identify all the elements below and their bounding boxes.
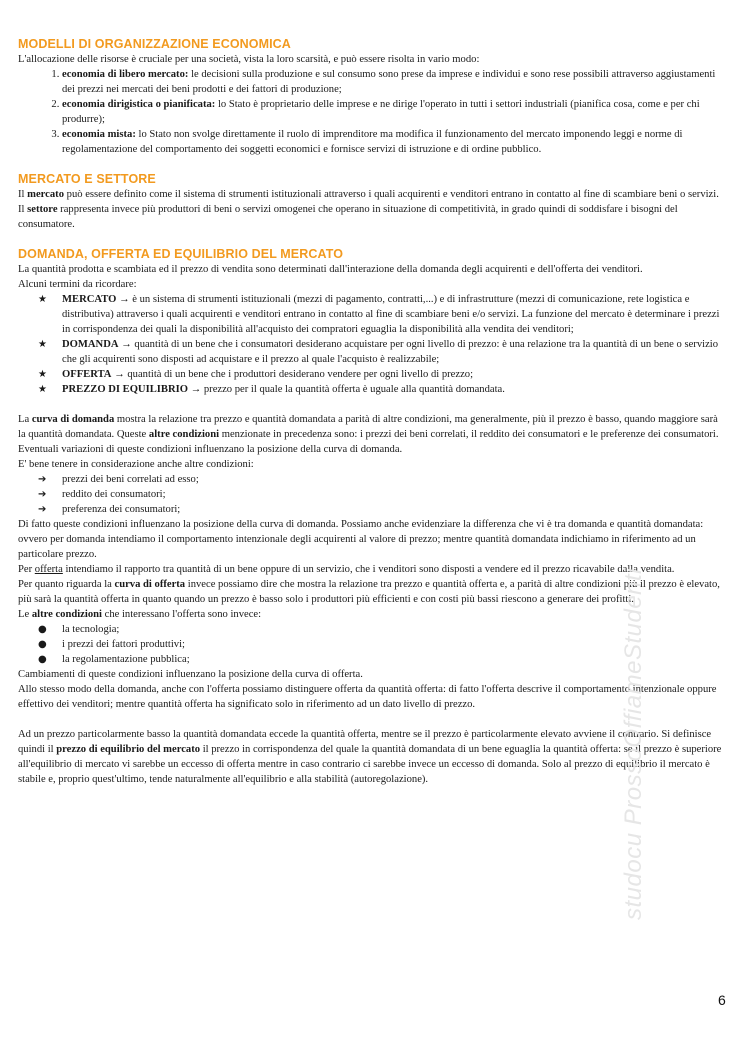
text: può essere definito come il sistema di strumenti istituzionali attraverso i quali acquirenti e venditori entrano in contatto al fine di scambiare beni o servizi. (64, 189, 719, 200)
terms-list (18, 292, 724, 397)
section-mercato-settore (18, 171, 724, 232)
text: che interessano l'offerta sono invece: (101, 609, 262, 620)
section-title: MODELLI DI ORGANIZZAZIONE ECONOMICA (18, 37, 291, 51)
arrow-icon: ➔ (38, 474, 47, 485)
page-number: 6 (718, 992, 726, 1008)
paragraph (18, 562, 724, 577)
term: altre condizioni (148, 429, 220, 440)
paragraph (18, 187, 724, 202)
text: mostra la relazione tra prezzo e quantità domandata a parità di altre condizioni, ma generalmente, più il prezzo è basso, quando maggiore sarà la quantità domandata. Queste (18, 414, 718, 440)
watermark: studocu ProssoOffiameStudenti (620, 567, 647, 920)
list-item-text: lo Stato non svolge direttamente il ruolo di imprenditore ma modifica il funzionamento del mercato imponendo leggi e norme di regolamentazione del comportamento dei soggetti economici e fornisce servizi di istruzione e di ordine pubblico. (62, 129, 683, 155)
conditions-list (18, 472, 724, 517)
list-item (18, 502, 724, 517)
paragraph: E' bene tenere in considerazione anche altre condizioni: (18, 459, 254, 470)
list-item-text: → quantità di un bene che i produttori desiderano vendere per ogni livello di prezzo; (111, 369, 474, 380)
term: curva di domanda (31, 414, 115, 425)
star-icon: ★ (38, 384, 47, 395)
term: curva di offerta (114, 579, 186, 590)
text: Il (18, 204, 28, 215)
term: offerta (34, 564, 63, 575)
term: PREZZO DI EQUILIBRIO (62, 384, 188, 395)
list-item-text: i prezzi dei fattori produttivi; (62, 639, 185, 650)
list-item (18, 652, 724, 667)
section-title: DOMANDA, OFFERTA ED EQUILIBRIO DEL MERCATO (18, 247, 344, 261)
term: prezzo di equilibrio del mercato (56, 744, 201, 755)
star-icon: ★ (38, 369, 47, 380)
paragraph (18, 202, 724, 232)
text: menzionate in precedenza sono: i prezzi dei beni correlati, il reddito dei consumatori e le preferenze dei consumatori. Eventuali variazioni di queste condizioni influenzano la posizione della curva di domanda. (18, 429, 719, 455)
list-item (18, 382, 724, 397)
paragraph: Cambiamenti di queste condizioni influenzano la posizione della curva di offerta. (18, 669, 363, 680)
document-page (18, 36, 724, 801)
term: mercato (27, 189, 64, 200)
term: MERCATO (62, 294, 117, 305)
paragraph: Di fatto queste condizioni influenzano la posizione della curva di domanda. Possiamo anche evidenziare la differenza che vi è tra domanda e quantità domandata: ovvero per domanda intendiamo il comportamento intenzionale degli acquirenti al valore di prezzo; mentre quantità domandata indichiamo in riferimento ad un particolare prezzo. (18, 519, 704, 560)
list-item-text: prezzi dei beni correlati ad esso; (62, 474, 199, 485)
term: settore (27, 204, 58, 215)
text: Per (18, 564, 35, 575)
text: Il (18, 189, 28, 200)
list-item (62, 97, 724, 127)
list-item (62, 127, 724, 157)
star-icon: ★ (38, 294, 47, 305)
paragraph (18, 577, 724, 607)
term: economia dirigistica o pianificata: (62, 99, 216, 110)
list-item-text: la tecnologia; (62, 624, 120, 635)
text: Le (18, 609, 32, 620)
list-item (18, 637, 724, 652)
list-item (18, 367, 724, 382)
section-title: MERCATO E SETTORE (18, 172, 156, 186)
list-item-text: preferenza dei consumatori; (62, 504, 181, 515)
arrow-icon: ➔ (38, 489, 47, 500)
list-item-text: → è un sistema di strumenti istituzionali (mezzi di pagamento, contratti,...) e di infrastrutture (mezzi di comunicazione, rete logistica e distributiva) attraverso i quali acquirenti e venditori entrano in contatto al fine di scambiare beni e/o servizi. La funzione del mercato è determinare i prezzi in corrispondenza dei quali la disponibilità all'acquisto dei compratori eguaglia la disponibilità alla vendita dei venditori; (62, 294, 720, 335)
list-item (18, 472, 724, 487)
paragraph: La quantità prodotta e scambiata ed il prezzo di vendita sono determinati dall'interazione della domanda degli acquirenti e dell'offerta dei venditori. (18, 264, 643, 275)
term: altre condizioni (31, 609, 102, 620)
list-item-text: lo Stato è proprietario delle imprese e ne dirige l'operato in tutti i settori industriali (pianifica cosa, come e per chi produrre); (62, 99, 700, 125)
list-item (62, 67, 724, 97)
list-item-text: → quantità di un bene che i consumatori desiderano acquistare per ogni livello di prezzo: è una relazione tra la quantità di un bene o servizio che gli acquirenti sono disposti ad acquistare e il prezzo al quale l'acquisto è realizzabile; (62, 339, 719, 365)
dot-icon: ● (38, 639, 47, 650)
text: La (18, 414, 32, 425)
star-icon: ★ (38, 339, 47, 350)
list-item-text: → prezzo per il quale la quantità offerta è uguale alla quantità domandata. (187, 384, 505, 395)
text: il prezzo in corrispondenza del quale la quantità domandata di un bene eguaglia la quantità offerta: se il prezzo è superiore all'equilibrio di mercato vi sarebbe un eccesso di offerta mentre in caso contrario ci sarebbe invece un eccesso di domanda. Solo al prezzo di equilibrio il mercato è stabile e, proprio quest'ultimo, tende naturalmente all'equilibrio e alla stabilità (autoregolazione). (18, 744, 722, 785)
dot-icon: ● (38, 624, 47, 635)
paragraph: Allo stesso modo della domanda, anche con l'offerta possiamo distinguere offerta da quantità offerta: di fatto l'offerta descrive il comportamento intenzionale oppure effettivo dei venditori; mentre quantità offerta ha significato solo in riferimento ad un dato livello di prezzo. (18, 684, 717, 710)
section-domanda-offerta (18, 246, 724, 787)
paragraph: Alcuni termini da ricordare: (18, 279, 137, 290)
paragraph (18, 412, 724, 457)
paragraph (18, 727, 724, 787)
text: intendiamo il rapporto tra quantità di un bene oppure di un servizio, che i venditori sono disposti a vendere ed il prezzo ricavabile dalla vendita. (62, 564, 675, 575)
offer-conditions-list (18, 622, 724, 667)
text: Per quanto riguarda la (18, 579, 115, 590)
list-item-text: le decisioni sulla produzione e sul consumo sono prese da imprese e individui e sono rese possibili attraverso aggiustamenti dei prezzi nei mercati dei beni prodotti e dei fattori di produzione; (62, 69, 716, 95)
dot-icon: ● (38, 654, 47, 665)
list-item (18, 487, 724, 502)
list-item-text: reddito dei consumatori; (62, 489, 166, 500)
term: economia di libero mercato: (62, 69, 189, 80)
list-item (18, 292, 724, 337)
text: Ad un prezzo particolarmente basso la quantità domandata eccede la quantità offerta, mentre se il prezzo è particolarmente elevato avviene il contrario. Si definisce quindi il (18, 729, 712, 755)
text: rappresenta invece più produttori di beni o servizi omogenei che operano in situazione di competitività, in grado quindi di soddisfare i bisogni del consumatore. (18, 204, 678, 230)
list-item (18, 622, 724, 637)
paragraph (18, 607, 724, 622)
term: economia mista: (62, 129, 136, 140)
text: invece possiamo dire che mostra la relazione tra prezzo e quantità offerta e, a parità di altre condizioni più il prezzo è elevato, più sarà la quantità offerta in quanto quando un prezzo è basso solo i produttori più efficienti e con costi più bassi riescono a generare dei profitti. (18, 579, 720, 605)
term: DOMANDA (62, 339, 119, 350)
term: OFFERTA (62, 369, 112, 380)
list-item-text: la regolamentazione pubblica; (62, 654, 190, 665)
paragraph: L'allocazione delle risorse è cruciale per una società, vista la loro scarsità, e può essere risolta in vario modo: (18, 54, 480, 65)
numbered-list (18, 67, 724, 157)
list-item (18, 337, 724, 367)
arrow-icon: ➔ (38, 504, 47, 515)
section-modelli (18, 36, 724, 157)
